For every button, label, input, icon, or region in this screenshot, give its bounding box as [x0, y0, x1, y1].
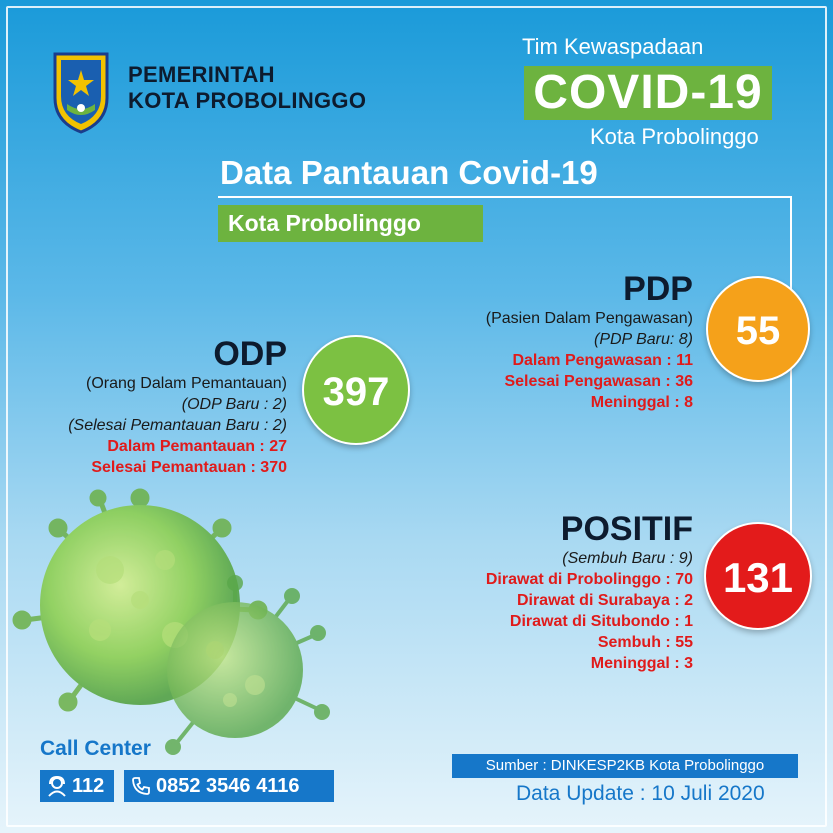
positif-total-badge: 131 [704, 522, 812, 630]
odp-new-finished: (Selesai Pemantauan Baru : 2) [68, 417, 287, 434]
pdp-new-cases: (PDP Baru: 8) [594, 331, 693, 348]
government-name-line2: KOTA PROBOLINGGO [128, 88, 367, 113]
team-label: Tim Kewaspadaan [522, 34, 704, 59]
phone-icon [130, 775, 152, 797]
government-name-line1: PEMERINTAH [128, 62, 275, 87]
odp-new-cases: (ODP Baru : 2) [181, 396, 287, 413]
positif-treated-situbondo: Dirawat di Situbondo : 1 [509, 613, 693, 630]
city-label: Kota Probolinggo [590, 124, 759, 149]
positif-section [486, 510, 693, 674]
pdp-deaths: Meninggal : 8 [590, 394, 693, 411]
positif-deaths: Meninggal : 3 [590, 655, 693, 672]
emergency-number-text: 112 [72, 775, 105, 797]
pdp-total-badge: 55 [706, 276, 810, 382]
pdp-full-name: (Pasien Dalam Pengawasan) [485, 310, 693, 327]
vertical-divider [790, 196, 792, 546]
government-name [128, 62, 366, 114]
virus-illustration-icon [0, 470, 340, 770]
data-update: Data Update : 10 Juli 2020 [516, 782, 765, 805]
odp-finished-monitoring: Selesai Pemantauan : 370 [91, 459, 287, 476]
odp-section [68, 335, 287, 478]
call-center-label: Call Center [40, 737, 151, 760]
page-title: Data Pantauan Covid-19 [220, 154, 598, 191]
positif-recovered: Sembuh : 55 [597, 634, 693, 651]
positif-new-recovered: (Sembuh Baru : 9) [562, 550, 693, 567]
positif-treated-probolinggo: Dirawat di Probolinggo : 70 [485, 571, 693, 588]
covid-label: COVID-19 [524, 66, 772, 120]
positif-treated-surabaya: Dirawat di Surabaya : 2 [516, 592, 693, 609]
page-subtitle: Kota Probolinggo [218, 205, 483, 242]
city-emblem-icon [53, 52, 109, 134]
phone-number[interactable] [124, 770, 334, 802]
odp-under-monitoring: Dalam Pemantauan : 27 [107, 438, 287, 455]
pdp-section [486, 270, 693, 413]
pdp-under-supervision: Dalam Pengawasan : 11 [512, 352, 693, 369]
title-divider [218, 196, 792, 198]
odp-heading: ODP [213, 335, 287, 373]
pdp-finished-supervision: Selesai Pengawasan : 36 [504, 373, 693, 390]
odp-full-name: (Orang Dalam Pemantauan) [86, 375, 287, 392]
operator-icon [46, 775, 68, 797]
phone-number-text: 0852 3546 4116 [156, 775, 300, 797]
odp-total-badge: 397 [302, 335, 410, 445]
positif-heading: POSITIF [560, 510, 693, 548]
data-source: Sumber : DINKESP2KB Kota Probolinggo [452, 754, 798, 778]
pdp-heading: PDP [623, 270, 693, 308]
emergency-number[interactable] [40, 770, 114, 802]
